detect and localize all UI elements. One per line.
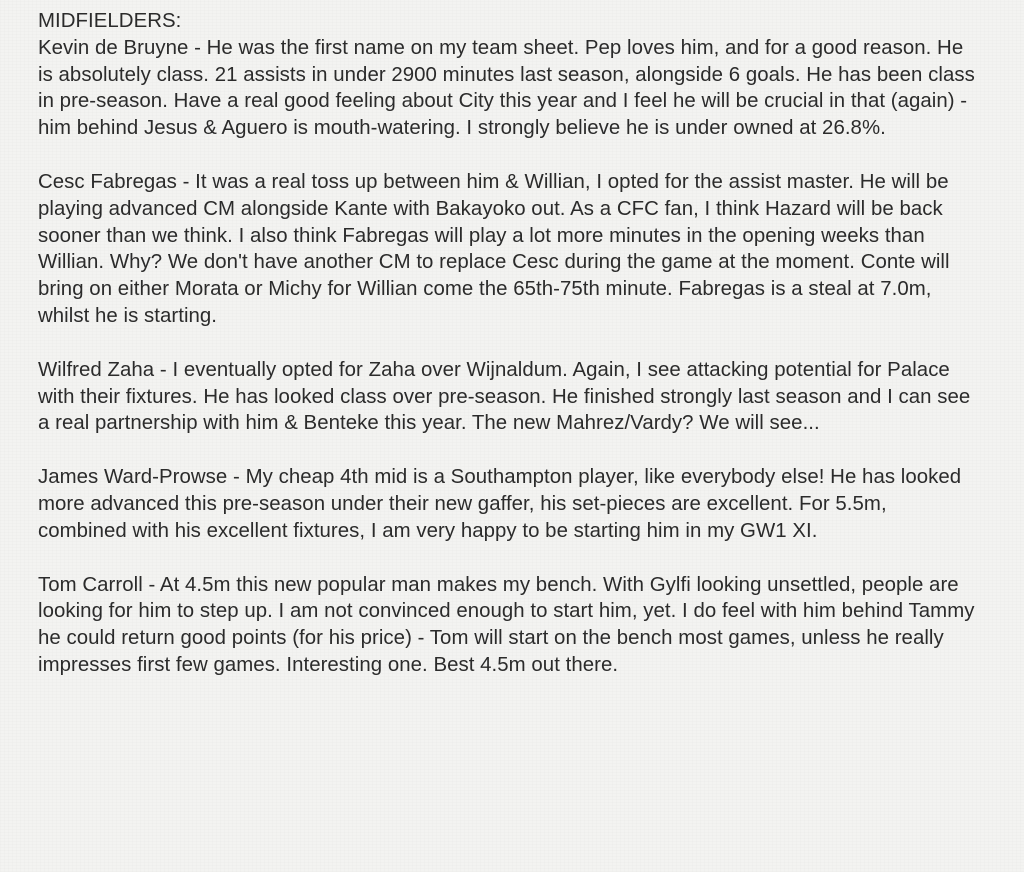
paragraph-carroll: Tom Carroll - At 4.5m this new popular man makes my bench. With Gylfi looking unsettled, people are looking for him to step up. I am not convinced enough to start him, yet. I do feel with him behind Tammy he could return good points (for his price) - Tom will start on the bench most games, unless he really impresses first few games. Interesting one. Best 4.5m out there. — [38, 573, 975, 676]
paragraph-fabregas: Cesc Fabregas - It was a real toss up between him & Willian, I opted for the assist master. He will be playing advanced CM alongside Kante with Bakayoko out. As a CFC fan, I think Hazard will be back sooner than we think. I also think Fabregas will play a lot more minutes in the opening weeks than Willian. Why? We don't have another CM to replace Cesc during the game at the moment. Conte will bring on either Morata or Michy for Willian come the 65th-75th minute. Fabregas is a steal at 7.0m, whilst he is starting. — [38, 170, 950, 327]
paragraph-zaha: Wilfred Zaha - I eventually opted for Zaha over Wijnaldum. Again, I see attacking potential for Palace with their fixtures. He has looked class over pre-season. He finished strongly last season and I can see a real partnership with him & Benteke this year. The new Mahrez/Vardy? We will see... — [38, 358, 971, 435]
paragraph-de-bruyne: Kevin de Bruyne - He was the first name on my team sheet. Pep loves him, and for a good reason. He is absolutely class. 21 assists in under 2900 minutes last season, alongside 6 goals. He has been class in pre-season. Have a real good feeling about City this year and I feel he will be crucial in that (again) - him behind Jesus & Aguero is mouth-watering. I strongly believe he is under owned at 26.8%. — [38, 36, 975, 140]
document-body — [38, 8, 978, 679]
section-heading: MIDFIELDERS: — [38, 10, 182, 32]
paragraph-ward-prowse: James Ward-Prowse - My cheap 4th mid is a Southampton player, like everybody else! He has looked more advanced this pre-season under their new gaffer, his set-pieces are excellent. For 5.5m, combined with his excellent fixtures, I am very happy to be starting him in my GW1 XI. — [38, 466, 962, 542]
